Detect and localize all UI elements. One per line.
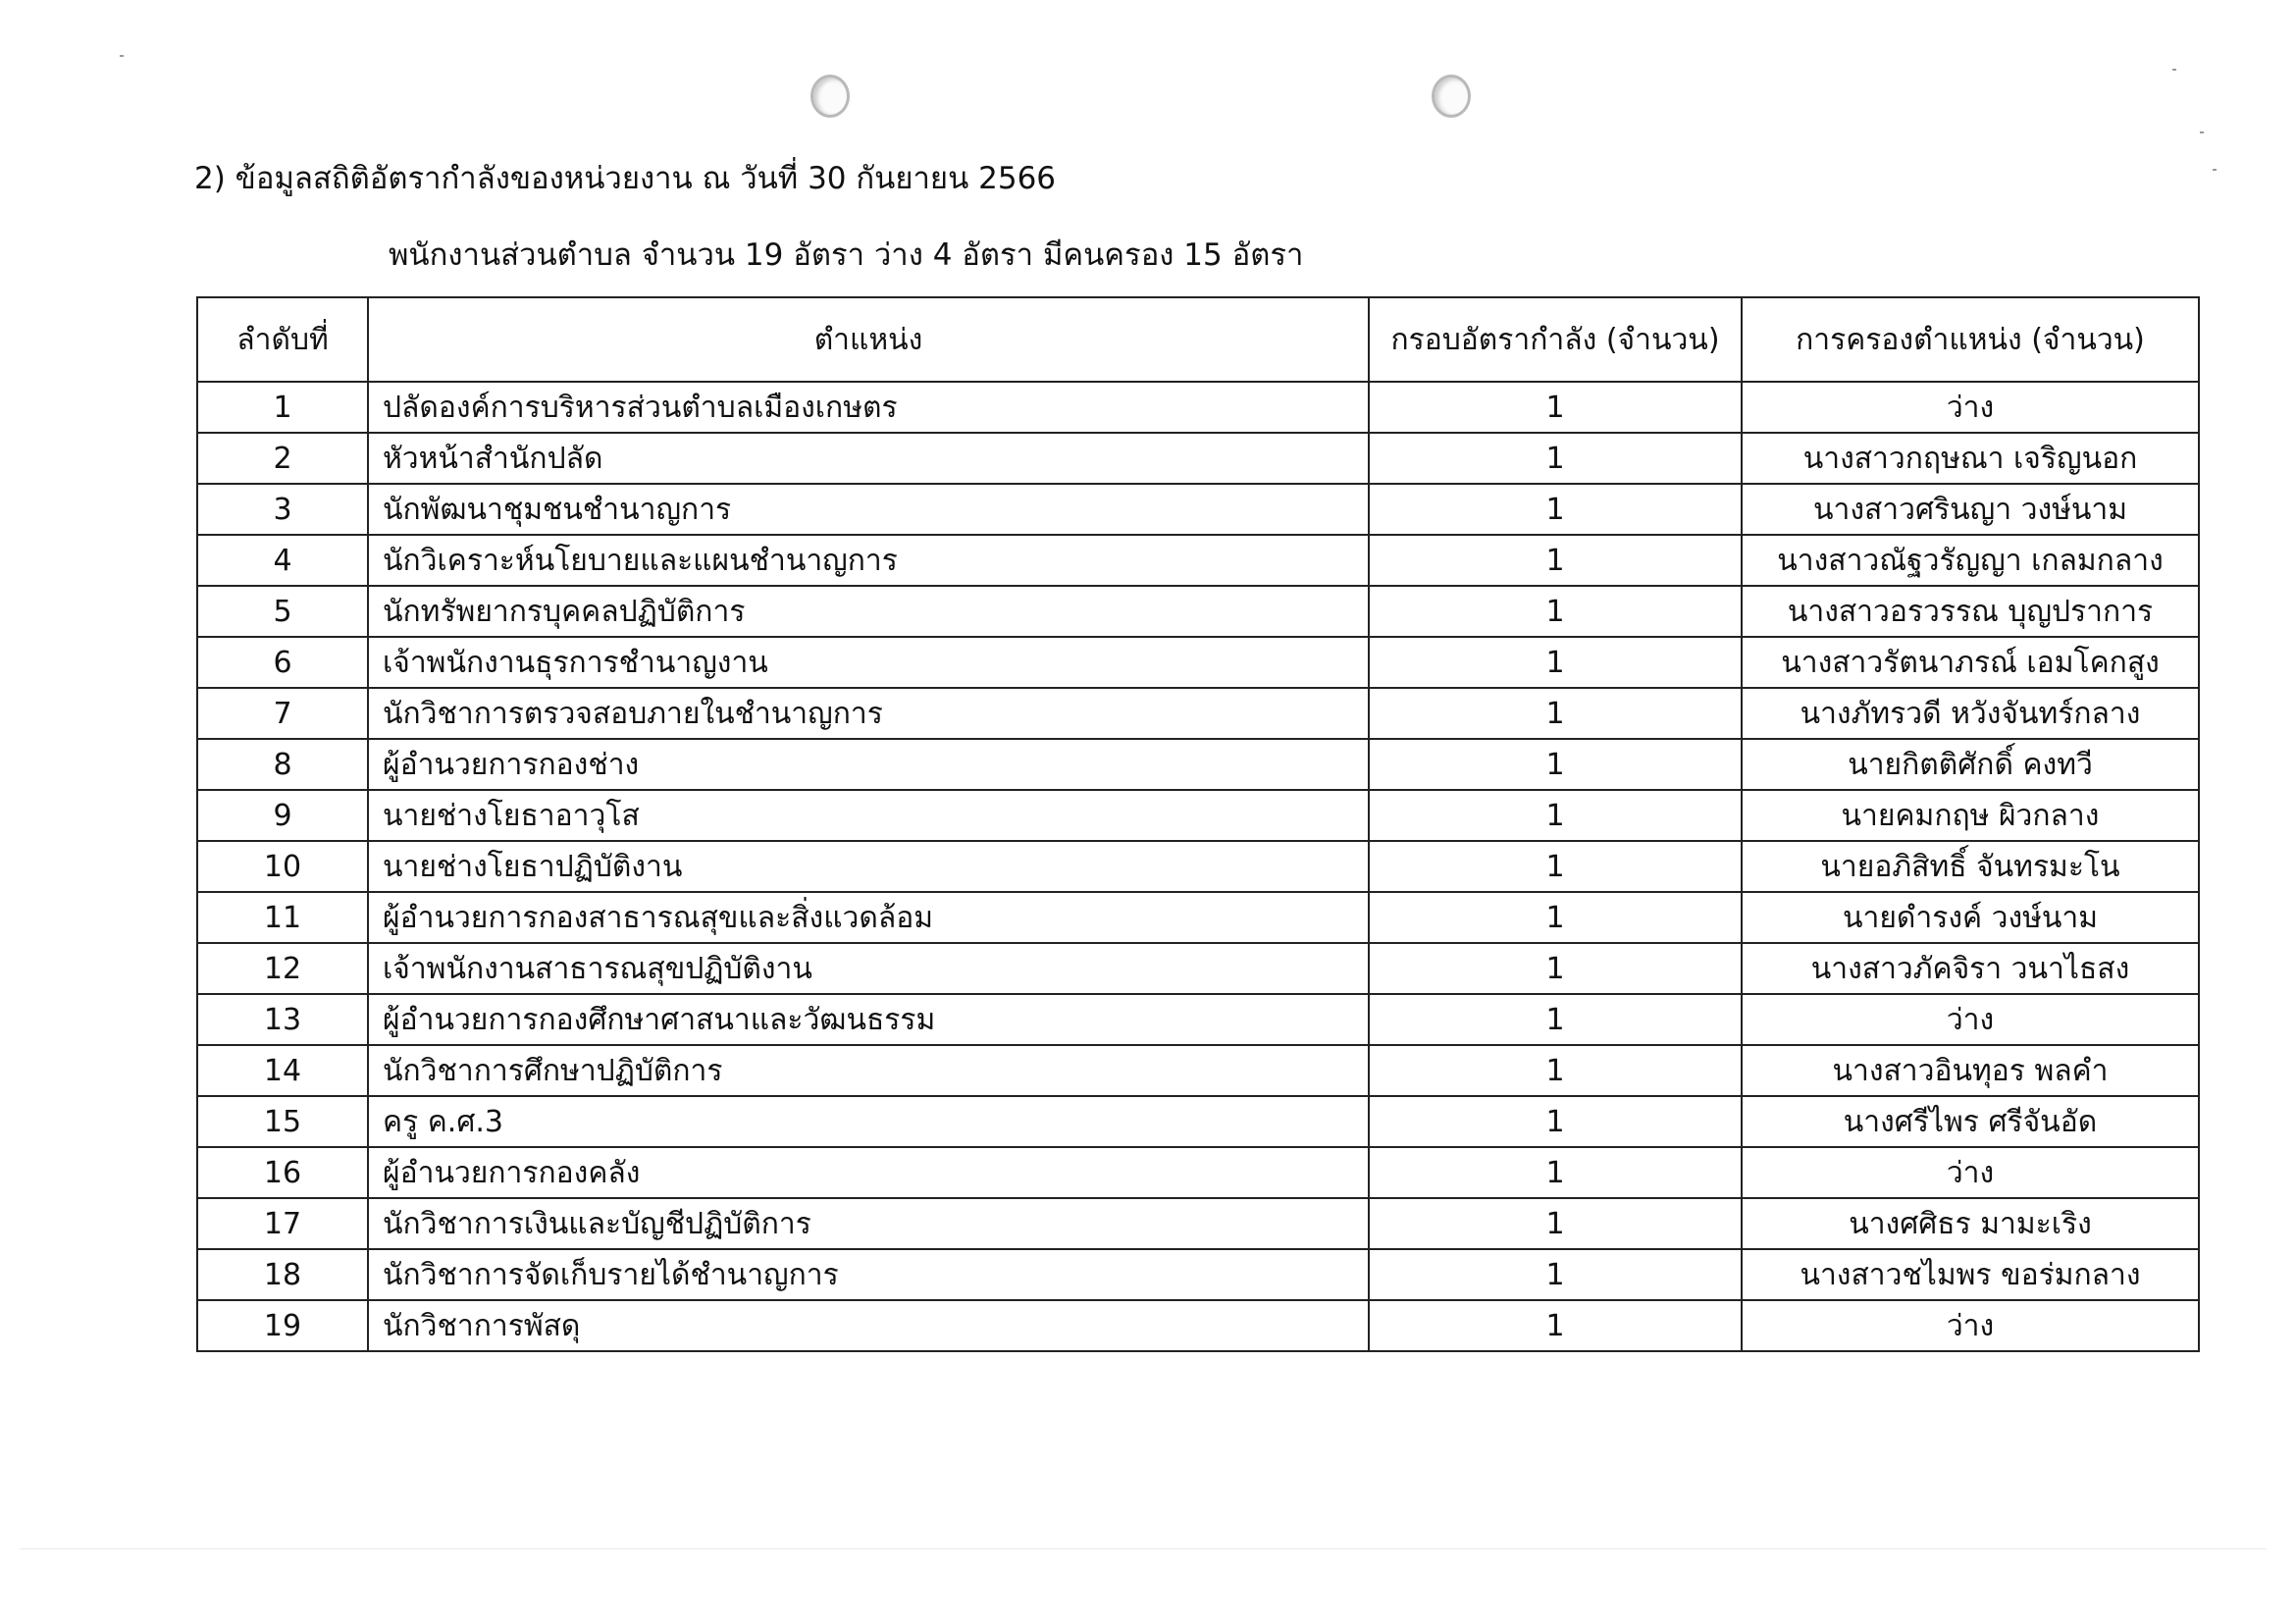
row-number-cell: 8: [197, 739, 368, 790]
table-row: [197, 1096, 2199, 1147]
table-row: [197, 1045, 2199, 1096]
row-holder-cell: นายดำรงค์ วงษ์นาม: [1742, 892, 2199, 943]
row-holder-cell: นางสาวกฤษณา เจริญนอก: [1742, 433, 2199, 484]
row-position-cell: นายช่างโยธาปฏิบัติงาน: [368, 841, 1369, 892]
row-quota-cell: 1: [1369, 1096, 1742, 1147]
row-number-cell: 19: [197, 1300, 368, 1351]
row-holder-cell: นางสาวณัฐวรัญญา เกลมกลาง: [1742, 535, 2199, 586]
row-position-cell: นายช่างโยธาอาวุโส: [368, 790, 1369, 841]
row-holder-cell: นางสาวชไมพร ขอร่มกลาง: [1742, 1249, 2199, 1300]
row-quota-cell: 1: [1369, 841, 1742, 892]
row-quota-cell: 1: [1369, 586, 1742, 637]
row-quota-cell: 1: [1369, 1249, 1742, 1300]
table-row: [197, 943, 2199, 994]
row-position-cell: หัวหน้าสำนักปลัด: [368, 433, 1369, 484]
row-holder-cell: ว่าง: [1742, 1147, 2199, 1198]
punch-hole-left: [810, 75, 850, 118]
page-bottom-rule: [20, 1548, 2267, 1549]
row-position-cell: นักวิชาการเงินและบัญชีปฏิบัติการ: [368, 1198, 1369, 1249]
table-row: [197, 1300, 2199, 1351]
table-row: [197, 535, 2199, 586]
row-quota-cell: 1: [1369, 1147, 1742, 1198]
table-row: [197, 1198, 2199, 1249]
row-position-cell: ผู้อำนวยการกองศึกษาศาสนาและวัฒนธรรม: [368, 994, 1369, 1045]
row-quota-cell: 1: [1369, 688, 1742, 739]
row-quota-cell: 1: [1369, 1045, 1742, 1096]
row-number-cell: 16: [197, 1147, 368, 1198]
row-quota-cell: 1: [1369, 382, 1742, 433]
header-quota: กรอบอัตรากำลัง (จำนวน): [1369, 297, 1742, 382]
staff-table: [196, 296, 2200, 1352]
row-number-cell: 9: [197, 790, 368, 841]
row-number-cell: 11: [197, 892, 368, 943]
row-quota-cell: 1: [1369, 994, 1742, 1045]
row-number-cell: 1: [197, 382, 368, 433]
table-row: [197, 841, 2199, 892]
table-row: [197, 790, 2199, 841]
row-quota-cell: 1: [1369, 637, 1742, 688]
row-holder-cell: ว่าง: [1742, 1300, 2199, 1351]
row-position-cell: ผู้อำนวยการกองช่าง: [368, 739, 1369, 790]
row-quota-cell: 1: [1369, 1300, 1742, 1351]
row-position-cell: นักวิชาการพัสดุ: [368, 1300, 1369, 1351]
scan-speck: [2213, 169, 2217, 171]
row-number-cell: 13: [197, 994, 368, 1045]
row-position-cell: ผู้อำนวยการกองคลัง: [368, 1147, 1369, 1198]
scan-speck: [2172, 69, 2176, 71]
row-holder-cell: ว่าง: [1742, 382, 2199, 433]
table-row: [197, 433, 2199, 484]
table-body: [197, 382, 2199, 1351]
table-row: [197, 994, 2199, 1045]
row-number-cell: 17: [197, 1198, 368, 1249]
row-number-cell: 6: [197, 637, 368, 688]
table-row: [197, 739, 2199, 790]
table-row: [197, 892, 2199, 943]
row-holder-cell: นางศศิธร มามะเริง: [1742, 1198, 2199, 1249]
table-row: [197, 688, 2199, 739]
row-number-cell: 3: [197, 484, 368, 535]
row-holder-cell: นางสาวรัตนาภรณ์ เอมโคกสูง: [1742, 637, 2199, 688]
row-position-cell: นักวิชาการจัดเก็บรายได้ชำนาญการ: [368, 1249, 1369, 1300]
header-number: ลำดับที่: [197, 297, 368, 382]
section-heading: 2) ข้อมูลสถิติอัตรากำลังของหน่วยงาน ณ วันที่ 30 กันยายน 2566: [194, 161, 1057, 196]
row-holder-cell: นายอภิสิทธิ์ จันทรมะโน: [1742, 841, 2199, 892]
row-position-cell: ครู ค.ศ.3: [368, 1096, 1369, 1147]
row-holder-cell: นายกิตติศักดิ์ คงทวี: [1742, 739, 2199, 790]
row-quota-cell: 1: [1369, 484, 1742, 535]
row-position-cell: ปลัดองค์การบริหารส่วนตำบลเมืองเกษตร: [368, 382, 1369, 433]
row-position-cell: เจ้าพนักงานสาธารณสุขปฏิบัติงาน: [368, 943, 1369, 994]
table-header-row: [197, 297, 2199, 382]
table-row: [197, 382, 2199, 433]
row-number-cell: 4: [197, 535, 368, 586]
row-quota-cell: 1: [1369, 739, 1742, 790]
row-holder-cell: นางสาวศรินญา วงษ์นาม: [1742, 484, 2199, 535]
scan-speck: [2200, 131, 2204, 133]
row-number-cell: 5: [197, 586, 368, 637]
row-quota-cell: 1: [1369, 535, 1742, 586]
row-number-cell: 12: [197, 943, 368, 994]
table-row: [197, 1147, 2199, 1198]
row-position-cell: นักวิชาการตรวจสอบภายในชำนาญการ: [368, 688, 1369, 739]
row-holder-cell: นางสาวภัคจิรา วนาไธสง: [1742, 943, 2199, 994]
scan-speck: [120, 55, 124, 57]
row-holder-cell: นางสาวอรวรรณ บุญปราการ: [1742, 586, 2199, 637]
table-row: [197, 637, 2199, 688]
row-number-cell: 15: [197, 1096, 368, 1147]
row-quota-cell: 1: [1369, 943, 1742, 994]
row-holder-cell: นางศรีไพร ศรีจันอัด: [1742, 1096, 2199, 1147]
row-position-cell: นักทรัพยากรบุคคลปฏิบัติการ: [368, 586, 1369, 637]
row-quota-cell: 1: [1369, 1198, 1742, 1249]
table-row: [197, 484, 2199, 535]
row-number-cell: 2: [197, 433, 368, 484]
row-holder-cell: นายคมกฤษ ผิวกลาง: [1742, 790, 2199, 841]
row-position-cell: ผู้อำนวยการกองสาธารณสุขและสิ่งแวดล้อม: [368, 892, 1369, 943]
header-position: ตำแหน่ง: [368, 297, 1369, 382]
row-number-cell: 7: [197, 688, 368, 739]
row-number-cell: 18: [197, 1249, 368, 1300]
row-holder-cell: นางภัทรวดี หวังจันทร์กลาง: [1742, 688, 2199, 739]
row-holder-cell: นางสาวอินทุอร พลคำ: [1742, 1045, 2199, 1096]
table-row: [197, 586, 2199, 637]
row-quota-cell: 1: [1369, 790, 1742, 841]
row-quota-cell: 1: [1369, 433, 1742, 484]
row-number-cell: 14: [197, 1045, 368, 1096]
row-quota-cell: 1: [1369, 892, 1742, 943]
row-position-cell: นักวิเคราะห์นโยบายและแผนชำนาญการ: [368, 535, 1369, 586]
staff-summary: พนักงานส่วนตำบล จำนวน 19 อัตรา ว่าง 4 อัตรา มีคนครอง 15 อัตรา: [389, 237, 1304, 273]
table-row: [197, 1249, 2199, 1300]
punch-hole-right: [1432, 75, 1471, 118]
row-position-cell: นักวิชาการศึกษาปฏิบัติการ: [368, 1045, 1369, 1096]
row-holder-cell: ว่าง: [1742, 994, 2199, 1045]
row-number-cell: 10: [197, 841, 368, 892]
row-position-cell: นักพัฒนาชุมชนชำนาญการ: [368, 484, 1369, 535]
row-position-cell: เจ้าพนักงานธุรการชำนาญงาน: [368, 637, 1369, 688]
header-holder: การครองตำแหน่ง (จำนวน): [1742, 297, 2199, 382]
